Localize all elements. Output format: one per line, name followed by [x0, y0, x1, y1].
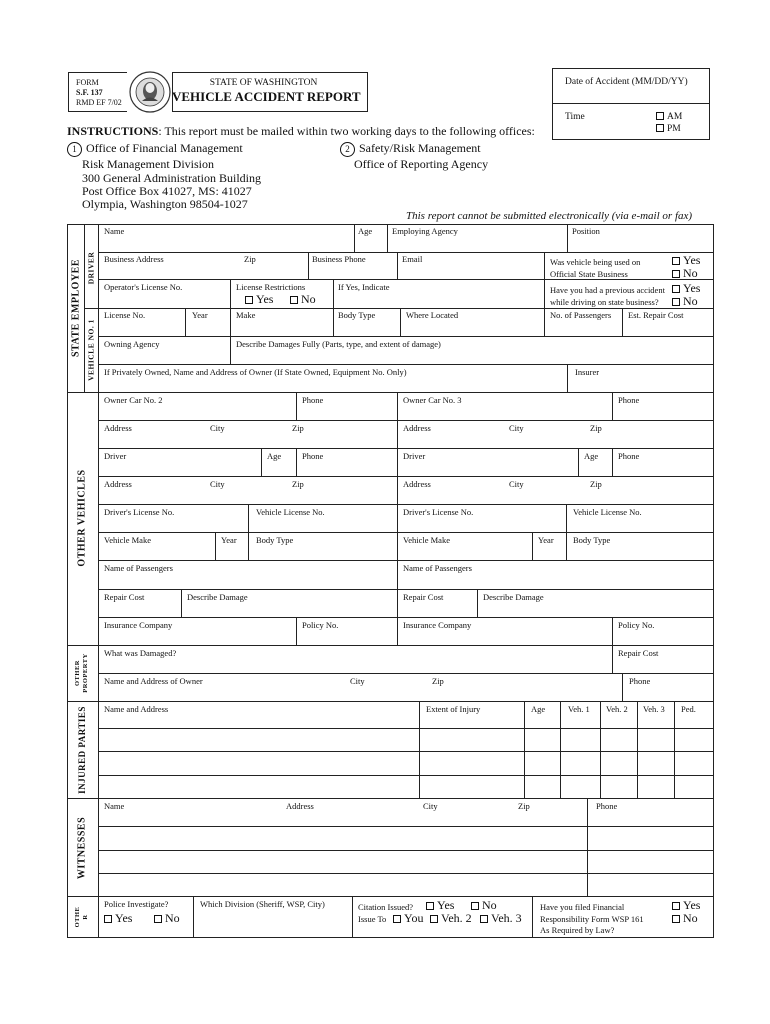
section-other-vehicles: OTHER VEHICLES	[76, 469, 88, 567]
divider	[248, 504, 249, 532]
divider	[587, 798, 588, 897]
number-two-icon: 2	[340, 142, 355, 157]
checkbox-icon	[672, 298, 680, 306]
divider	[98, 701, 99, 799]
owner-car-3-label: Owner Car No. 3	[403, 395, 462, 405]
injured-name-address-label: Name and Address	[104, 704, 169, 714]
driver-2-address-label: Address	[104, 479, 132, 489]
date-of-accident-label: Date of Accident (MM/DD/YY)	[565, 77, 688, 87]
other-property-line: OTHER	[74, 660, 81, 686]
previous-accident-no[interactable]	[672, 294, 698, 308]
yes-label: Yes	[437, 898, 455, 912]
state-business-yes[interactable]	[672, 253, 700, 267]
form-number: S.F. 137	[76, 88, 103, 97]
vehicle-year-3-label: Year	[538, 535, 554, 545]
divider	[98, 476, 714, 477]
license-restrictions-no[interactable]	[290, 292, 316, 306]
other-line: OTHE	[74, 906, 81, 928]
divider	[612, 645, 613, 673]
body-type-label: Body Type	[338, 310, 376, 320]
yes-label: Yes	[115, 911, 133, 925]
vehicle-year-label: Year	[192, 310, 208, 320]
issue-to-veh2[interactable]	[430, 911, 472, 925]
drivers-license-2-label: Driver's License No.	[104, 507, 175, 517]
driver-3-zip-label: Zip	[590, 479, 602, 489]
divider	[230, 336, 231, 364]
office2-line: Office of Reporting Agency	[354, 157, 489, 171]
property-repair-cost-label: Repair Cost	[618, 648, 659, 658]
office1-first-line	[67, 141, 243, 157]
am-checkbox[interactable]	[656, 111, 682, 123]
divider	[181, 589, 182, 617]
driver-3-age-label: Age	[584, 451, 599, 461]
divider	[544, 252, 545, 308]
issue-to-label: Issue To	[358, 914, 387, 924]
ped-label: Ped.	[681, 704, 696, 714]
divider	[98, 392, 99, 646]
veh3-label: Veh. 3	[643, 704, 665, 714]
divider	[622, 308, 623, 336]
license-restrictions-label: License Restrictions	[236, 282, 306, 292]
vehicle-year-2-label: Year	[221, 535, 237, 545]
other-vehicles-section	[67, 392, 714, 646]
financial-no[interactable]	[672, 911, 698, 925]
previous-accident-question: Have you had a previous accident	[550, 285, 665, 295]
divider	[98, 252, 714, 253]
divider	[352, 896, 353, 938]
state-business-question: Was vehicle being used on	[550, 257, 641, 267]
financial-responsibility-line1: Have you filed Financial	[540, 902, 625, 912]
owner-2-city-label: City	[210, 423, 225, 433]
email-label: Email	[402, 254, 423, 264]
divider	[400, 308, 401, 336]
divider	[308, 252, 309, 279]
position-label: Position	[572, 226, 600, 236]
time-label: Time	[565, 112, 585, 122]
checkbox-icon	[426, 902, 434, 910]
owner-2-address-label: Address	[104, 423, 132, 433]
police-yes[interactable]	[104, 911, 132, 925]
divider	[333, 279, 334, 308]
business-zip-label: Zip	[244, 254, 256, 264]
yes-label: Yes	[256, 292, 274, 306]
owner-3-zip-label: Zip	[590, 423, 602, 433]
checkbox-icon	[154, 915, 162, 923]
other-property-line: PROPERTY	[82, 653, 89, 693]
divider	[230, 308, 231, 336]
divider	[397, 252, 398, 279]
checkbox-icon	[672, 285, 680, 293]
owner-3-address-label: Address	[403, 423, 431, 433]
divider	[387, 224, 388, 252]
divider	[215, 532, 216, 560]
policy-no-2-label: Policy No.	[302, 620, 339, 630]
divider	[98, 826, 714, 827]
divider	[524, 701, 525, 799]
division-label: Which Division (Sheriff, WSP, City)	[200, 899, 325, 909]
property-owner-label: Name and Address of Owner	[104, 676, 203, 686]
number-one-icon: 1	[67, 142, 82, 157]
policy-no-3-label: Policy No.	[618, 620, 655, 630]
form-label: FORM	[76, 78, 99, 87]
checkbox-icon	[672, 915, 680, 923]
drivers-license-3-label: Driver's License No.	[403, 507, 474, 517]
extent-of-injury-label: Extent of Injury	[426, 704, 481, 714]
office1-line: Office of Financial Management	[86, 141, 243, 155]
repair-cost-2-label: Repair Cost	[104, 592, 145, 602]
police-investigate-label: Police Investigate?	[104, 899, 169, 909]
passengers-3-label: Name of Passengers	[403, 563, 472, 573]
driver-2-city-label: City	[210, 479, 225, 489]
divider	[622, 673, 623, 702]
checkbox-icon	[672, 270, 680, 278]
section-other	[74, 907, 90, 928]
form-revision: RMD EF 7/02	[76, 98, 122, 107]
no-label: No	[165, 911, 180, 925]
citation-issued-label: Citation Issued?	[358, 902, 414, 912]
divider	[98, 617, 714, 618]
am-label: AM	[667, 112, 683, 122]
divider	[98, 798, 99, 897]
driver-name-label: Name	[104, 226, 125, 236]
witness-name-label: Name	[104, 801, 125, 811]
previous-accident-question-2: while driving on state business?	[550, 297, 659, 307]
describe-damage-3-label: Describe Damage	[483, 592, 544, 602]
driver-2-age-label: Age	[267, 451, 282, 461]
checkbox-icon	[104, 915, 112, 923]
pm-label: PM	[667, 124, 681, 134]
divider	[248, 532, 249, 560]
divider	[98, 728, 714, 729]
section-state-employee: STATE EMPLOYEE	[70, 258, 82, 358]
license-restrictions-yes[interactable]	[245, 292, 273, 306]
divider	[578, 448, 579, 476]
operators-license-label: Operator's License No.	[104, 282, 183, 292]
describe-damages-label: Describe Damages Fully (Parts, type, and extent of damage)	[236, 339, 441, 349]
divider	[230, 279, 231, 308]
witness-city-label: City	[423, 801, 438, 811]
office1-line: Post Office Box 41027, MS: 41027	[82, 184, 252, 198]
state-business-question-2: Official State Business	[550, 269, 628, 279]
privately-owned-label: If Privately Owned, Name and Address of Owner (If State Owned, Equipment No. Only)	[104, 367, 407, 377]
pm-checkbox[interactable]	[656, 123, 681, 135]
divider	[261, 448, 262, 476]
divider	[98, 504, 714, 505]
divider	[532, 532, 533, 560]
section-other-property	[74, 653, 90, 693]
property-phone-label: Phone	[629, 676, 651, 686]
witnesses-section	[67, 798, 714, 897]
divider	[98, 448, 714, 449]
driver-2-zip-label: Zip	[292, 479, 304, 489]
injured-parties-section	[67, 701, 714, 799]
owner-3-city-label: City	[509, 423, 524, 433]
divider	[185, 308, 186, 336]
divider	[98, 420, 714, 421]
vehicle-license-2-label: Vehicle License No.	[256, 507, 325, 517]
office2-first-line	[340, 141, 481, 157]
divider	[354, 224, 355, 252]
divider	[567, 364, 568, 393]
divider	[544, 308, 545, 336]
state-name: STATE OF WASHINGTON	[209, 78, 318, 88]
owner-car-2-label: Owner Car No. 2	[104, 395, 163, 405]
section-driver: DRIVER	[86, 251, 96, 285]
other-line: R	[82, 914, 89, 920]
divider	[560, 701, 561, 799]
insurance-company-2-label: Insurance Company	[104, 620, 173, 630]
property-zip-label: Zip	[432, 676, 444, 686]
checkbox-icon	[290, 296, 298, 304]
divider	[397, 392, 398, 646]
divider	[98, 589, 714, 590]
divider	[567, 224, 568, 252]
checkbox-icon	[656, 124, 664, 132]
veh2-label: Veh. 2	[441, 911, 472, 925]
no-label: No	[683, 266, 698, 280]
owner-2-zip-label: Zip	[292, 423, 304, 433]
yes-label: Yes	[683, 898, 701, 912]
instructions-label: INSTRUCTIONS	[67, 124, 159, 138]
divider	[333, 308, 334, 336]
veh2-label: Veh. 2	[606, 704, 628, 714]
checkbox-icon	[393, 915, 401, 923]
financial-yes[interactable]	[672, 898, 700, 912]
driver-2-label: Driver	[104, 451, 127, 461]
injured-age-label: Age	[531, 704, 546, 714]
est-repair-cost-label: Est. Repair Cost	[628, 310, 684, 320]
issue-to-you[interactable]	[393, 911, 423, 925]
driver-3-phone-label: Phone	[618, 451, 640, 461]
checkbox-icon	[430, 915, 438, 923]
repair-cost-3-label: Repair Cost	[403, 592, 444, 602]
vehicle-make-label: Make	[236, 310, 256, 320]
business-phone-label: Business Phone	[312, 254, 366, 264]
section-witnesses: WITNESSES	[76, 816, 88, 880]
license-no-label: License No.	[104, 310, 146, 320]
divider	[98, 873, 714, 874]
divider	[296, 392, 297, 420]
checkbox-icon	[672, 257, 680, 265]
divider	[296, 448, 297, 476]
owner-car-3-phone-label: Phone	[618, 395, 640, 405]
section-injured-parties: INJURED PARTIES	[77, 706, 87, 794]
divider	[566, 504, 567, 532]
no-label: No	[301, 292, 316, 306]
property-city-label: City	[350, 676, 365, 686]
divider	[637, 701, 638, 799]
office2-line: Safety/Risk Management	[359, 141, 481, 155]
divider	[419, 701, 420, 799]
body-type-2-label: Body Type	[256, 535, 294, 545]
checkbox-icon	[245, 296, 253, 304]
checkbox-icon	[656, 112, 664, 120]
divider	[674, 701, 675, 799]
divider	[193, 896, 194, 938]
state-business-no[interactable]	[672, 266, 698, 280]
divider	[552, 103, 710, 104]
financial-responsibility-line3: As Required by Law?	[540, 925, 615, 935]
divider	[98, 751, 714, 752]
veh3-label: Veh. 3	[491, 911, 522, 925]
checkbox-icon	[672, 902, 680, 910]
divider	[98, 850, 714, 851]
checkbox-icon	[480, 915, 488, 923]
page-title: VEHICLE ACCIDENT REPORT	[172, 89, 361, 104]
divider	[566, 532, 567, 560]
divider	[98, 560, 714, 561]
divider	[98, 532, 714, 533]
office1-line: 300 General Administration Building	[82, 171, 261, 185]
what-damaged-label: What was Damaged?	[104, 648, 177, 658]
driver-3-address-label: Address	[403, 479, 431, 489]
divider	[612, 448, 613, 476]
insurance-company-3-label: Insurance Company	[403, 620, 472, 630]
no-label: No	[482, 898, 497, 912]
passengers-label: No. of Passengers	[550, 310, 612, 320]
office1-line: Risk Management Division	[82, 157, 214, 171]
instructions-text: : This report must be mailed within two working days to the following offices:	[158, 124, 535, 138]
divider	[600, 701, 601, 799]
police-no[interactable]	[154, 911, 180, 925]
owning-agency-label: Owning Agency	[104, 339, 160, 349]
no-label: No	[683, 294, 698, 308]
owner-car-2-phone-label: Phone	[302, 395, 324, 405]
vehicle-license-3-label: Vehicle License No.	[573, 507, 642, 517]
divider	[612, 392, 613, 420]
witness-phone-label: Phone	[596, 801, 618, 811]
insurer-label: Insurer	[575, 367, 600, 377]
yes-label: Yes	[683, 281, 701, 295]
divider	[296, 617, 297, 646]
electronic-submission-note: This report cannot be submitted electronically (via e-mail or fax)	[406, 210, 693, 222]
driver-3-city-label: City	[509, 479, 524, 489]
instructions	[67, 124, 535, 139]
driver-2-phone-label: Phone	[302, 451, 324, 461]
state-seal-icon	[128, 70, 172, 114]
citation-yes[interactable]	[426, 898, 454, 912]
issue-to-veh3[interactable]	[480, 911, 522, 925]
employing-agency-label: Employing Agency	[392, 226, 458, 236]
checkbox-icon	[471, 902, 479, 910]
if-yes-indicate-label: If Yes, Indicate	[338, 282, 390, 292]
describe-damage-2-label: Describe Damage	[187, 592, 248, 602]
section-vehicle-1: VEHICLE NO. 1	[86, 319, 96, 381]
divider	[84, 308, 714, 309]
vehicle-make-2-label: Vehicle Make	[104, 535, 151, 545]
yes-label: Yes	[683, 253, 701, 267]
divider	[98, 775, 714, 776]
witness-address-label: Address	[286, 801, 314, 811]
divider	[98, 336, 714, 337]
driver-age-label: Age	[358, 226, 373, 236]
previous-accident-yes[interactable]	[672, 281, 700, 295]
business-address-label: Business Address	[104, 254, 164, 264]
passengers-2-label: Name of Passengers	[104, 563, 173, 573]
driver-3-label: Driver	[403, 451, 426, 461]
divider	[98, 896, 99, 938]
citation-no[interactable]	[471, 898, 497, 912]
financial-responsibility-line2: Responsibility Form WSP 161	[540, 914, 644, 924]
divider	[477, 589, 478, 617]
divider	[98, 364, 714, 365]
you-label: You	[404, 911, 424, 925]
vehicle-make-3-label: Vehicle Make	[403, 535, 450, 545]
where-located-label: Where Located	[406, 310, 459, 320]
no-label: No	[683, 911, 698, 925]
witness-zip-label: Zip	[518, 801, 530, 811]
veh1-label: Veh. 1	[568, 704, 590, 714]
office1-line: Olympia, Washington 98504-1027	[82, 197, 248, 211]
divider	[532, 896, 533, 938]
body-type-3-label: Body Type	[573, 535, 611, 545]
divider	[612, 617, 613, 646]
